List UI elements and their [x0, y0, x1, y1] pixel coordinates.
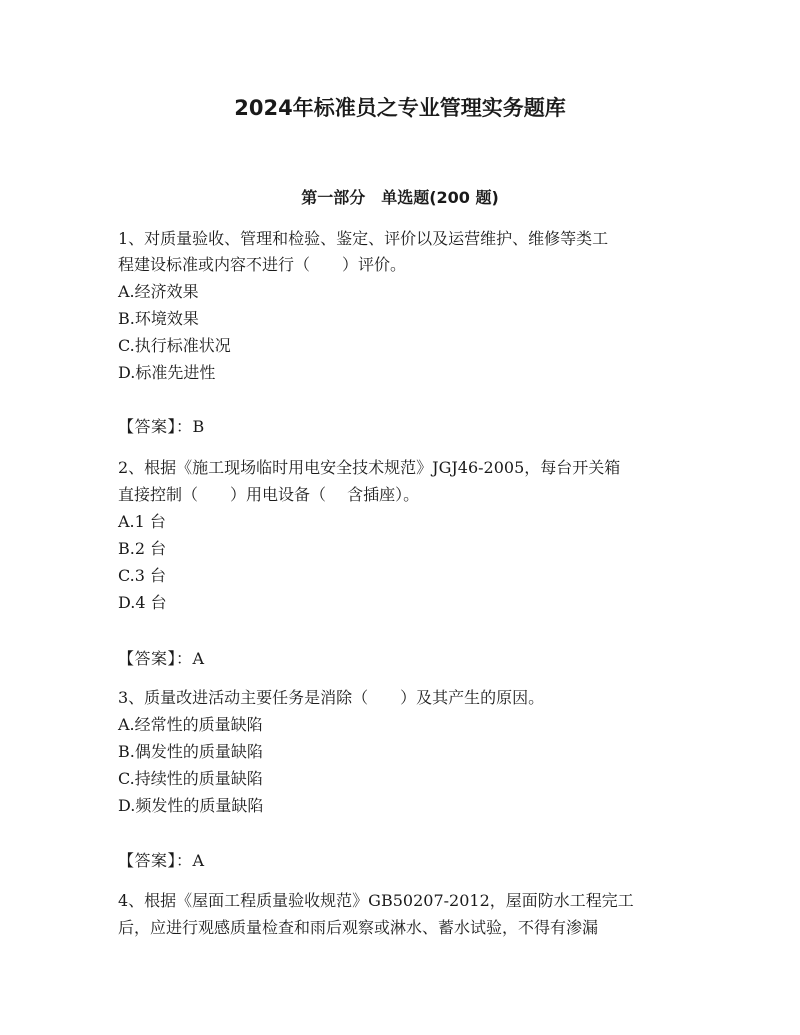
question-2-option-d: D.4 台: [118, 593, 167, 612]
question-4-text-line-2: 后，应进行观感质量检查和雨后观察或淋水、蓄水试验，不得有渗漏: [118, 918, 599, 937]
question-2-answer: 【答案】：A: [118, 649, 205, 668]
section-heading: 第一部分 单选题(200 题): [301, 188, 499, 207]
question-1-answer: 【答案】：B: [118, 417, 205, 436]
question-1-option-d: D.标准先进性: [118, 363, 216, 382]
page-title: 2024年标准员之专业管理实务题库: [234, 96, 566, 120]
question-2-option-a: A.1 台: [118, 512, 166, 531]
question-1-text-line-2: 程建设标准或内容不进行（ ）评价。: [118, 255, 407, 274]
question-4-text-line-1: 4、根据《屋面工程质量验收规范》GB50207-2012，屋面防水工程完工: [118, 891, 634, 910]
question-2-text-line-2: 直接控制（ ）用电设备（ 含插座）。: [118, 485, 420, 504]
question-2-option-b: B.2 台: [118, 539, 167, 558]
question-3-option-a: A.经常性的质量缺陷: [118, 715, 263, 734]
question-2-option-c: C.3 台: [118, 566, 167, 585]
question-1-option-c: C.执行标准状况: [118, 336, 231, 355]
question-1-option-a: A.经济效果: [118, 282, 199, 301]
question-3-option-c: C.持续性的质量缺陷: [118, 769, 263, 788]
question-3-text-line-1: 3、质量改进活动主要任务是消除（ ）及其产生的原因。: [118, 688, 545, 707]
question-1-text-line-1: 1、对质量验收、管理和检验、鉴定、评价以及运营维护、维修等类工: [118, 229, 609, 248]
question-3-option-d: D.频发性的质量缺陷: [118, 796, 264, 815]
question-1-option-b: B.环境效果: [118, 309, 199, 328]
question-3-answer: 【答案】：A: [118, 851, 205, 870]
question-2-text-line-1: 2、根据《施工现场临时用电安全技术规范》JGJ46-2005，每台开关箱: [118, 458, 621, 477]
question-3-option-b: B.偶发性的质量缺陷: [118, 742, 263, 761]
